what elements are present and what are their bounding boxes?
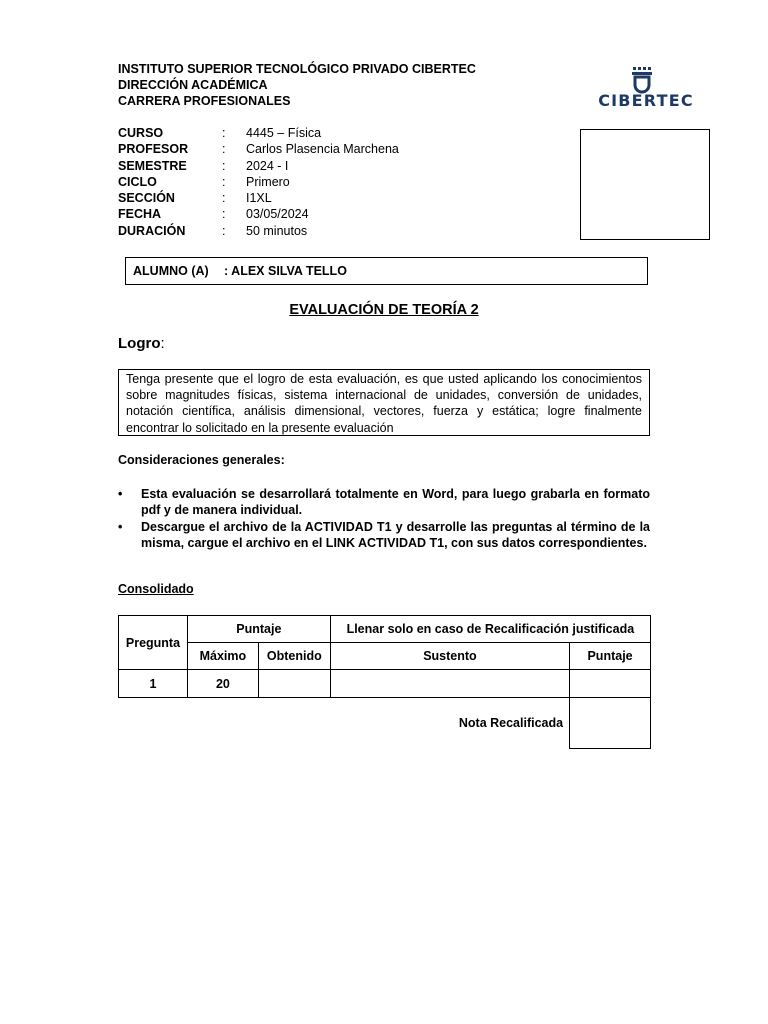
info-value: I1XL: [246, 191, 272, 206]
info-value: Primero: [246, 174, 290, 189]
header-puntaje-recalif: Puntaje: [570, 643, 651, 670]
info-row-curso: [118, 125, 399, 141]
bullet-icon: •: [118, 487, 123, 501]
consolidado-table: [118, 615, 651, 749]
info-row-profesor: [118, 141, 399, 157]
logro-heading: [118, 335, 165, 352]
student-label: ALUMNO (A): [133, 264, 209, 278]
info-label: PROFESOR: [118, 142, 189, 157]
list-item: [118, 486, 650, 519]
nota-recalificada-cell[interactable]: [570, 698, 651, 749]
info-colon: :: [222, 158, 226, 173]
cell-pregunta: 1: [119, 670, 188, 698]
institution-header: [118, 61, 476, 109]
info-label: CICLO: [118, 174, 157, 189]
info-colon: :: [222, 191, 226, 206]
logro-title: Logro: [118, 335, 161, 352]
header-recalificacion: Llenar solo en caso de Recalificación justificada: [330, 616, 650, 643]
info-row-seccion: [118, 190, 399, 206]
cell-puntaje[interactable]: [570, 670, 651, 698]
institution-name: INSTITUTO SUPERIOR TECNOLÓGICO PRIVADO CIBERTEC: [118, 62, 476, 76]
info-label: DURACIÓN: [118, 223, 186, 238]
logro-colon: :: [160, 335, 165, 352]
info-row-fecha: [118, 206, 399, 222]
header-puntaje: Puntaje: [187, 616, 330, 643]
info-value: 4445 – Física: [246, 126, 322, 140]
info-label: SEMESTRE: [118, 158, 187, 173]
info-colon: :: [222, 223, 226, 238]
logro-box: Tenga presente que el logro de esta evaluación, es que usted aplicando los conocimientos sobre magnitudes físicas, sistema internacional de unidades, conversión de unidades, notación científica, análisis dimensional, vectores, fuerza y estática; logre finalmente encontrar lo solicitado en la presente evaluación: [118, 369, 650, 436]
consolidado-title: Consolidado: [118, 582, 194, 596]
list-item: [118, 519, 650, 552]
info-colon: :: [222, 142, 226, 157]
photo-box: [580, 129, 710, 240]
info-colon: :: [222, 126, 226, 140]
info-label: CURSO: [118, 126, 164, 140]
evaluation-title: EVALUACIÓN DE TEORÍA 2: [289, 302, 479, 318]
considerations-title: Consideraciones generales:: [118, 453, 285, 467]
info-colon: :: [222, 174, 226, 189]
info-label: FECHA: [118, 207, 162, 222]
list-item-text: Descargue el archivo de la ACTIVIDAD T1 y desarrolle las preguntas al término de la misma, cargue el archivo en el LINK ACTIVIDAD T1, con sus datos correspondientes.: [141, 519, 650, 550]
student-box: [125, 257, 648, 285]
header-maximo: Máximo: [187, 643, 258, 670]
info-row-duracion: [118, 223, 399, 239]
info-value: 03/05/2024: [246, 207, 309, 222]
cell-obtenido[interactable]: [258, 670, 330, 698]
info-value: Carlos Plasencia Marchena: [246, 142, 399, 157]
course-info: [118, 125, 399, 239]
info-label: SECCIÓN: [118, 191, 175, 206]
cell-sustento[interactable]: [330, 670, 569, 698]
info-colon: :: [222, 207, 226, 222]
cell-maximo: 20: [187, 670, 258, 698]
bullet-icon: •: [118, 519, 123, 534]
career-name: CARRERA PROFESIONALES: [118, 94, 291, 108]
academic-direction: DIRECCIÓN ACADÉMICA: [118, 78, 268, 92]
considerations-list: [118, 486, 650, 551]
info-row-ciclo: [118, 174, 399, 190]
nota-recalificada-label: Nota Recalificada: [458, 716, 564, 731]
building-icon: [630, 66, 654, 94]
info-value: 2024 - I: [246, 158, 289, 173]
cibertec-logo: [596, 66, 696, 112]
student-name: : ALEX SILVA TELLO: [224, 264, 347, 278]
list-item-text: Esta evaluación se desarrollará totalmente en Word, para luego grabarla en formato pdf y de manera individual.: [141, 487, 650, 518]
logo-text: CIBERTEC: [598, 91, 694, 110]
info-value: 50 minutos: [246, 223, 308, 238]
header-pregunta: Pregunta: [119, 616, 188, 670]
header-sustento: Sustento: [330, 643, 569, 670]
header-obtenido: Obtenido: [258, 643, 330, 670]
info-row-semestre: [118, 158, 399, 174]
table-row: [119, 670, 651, 698]
